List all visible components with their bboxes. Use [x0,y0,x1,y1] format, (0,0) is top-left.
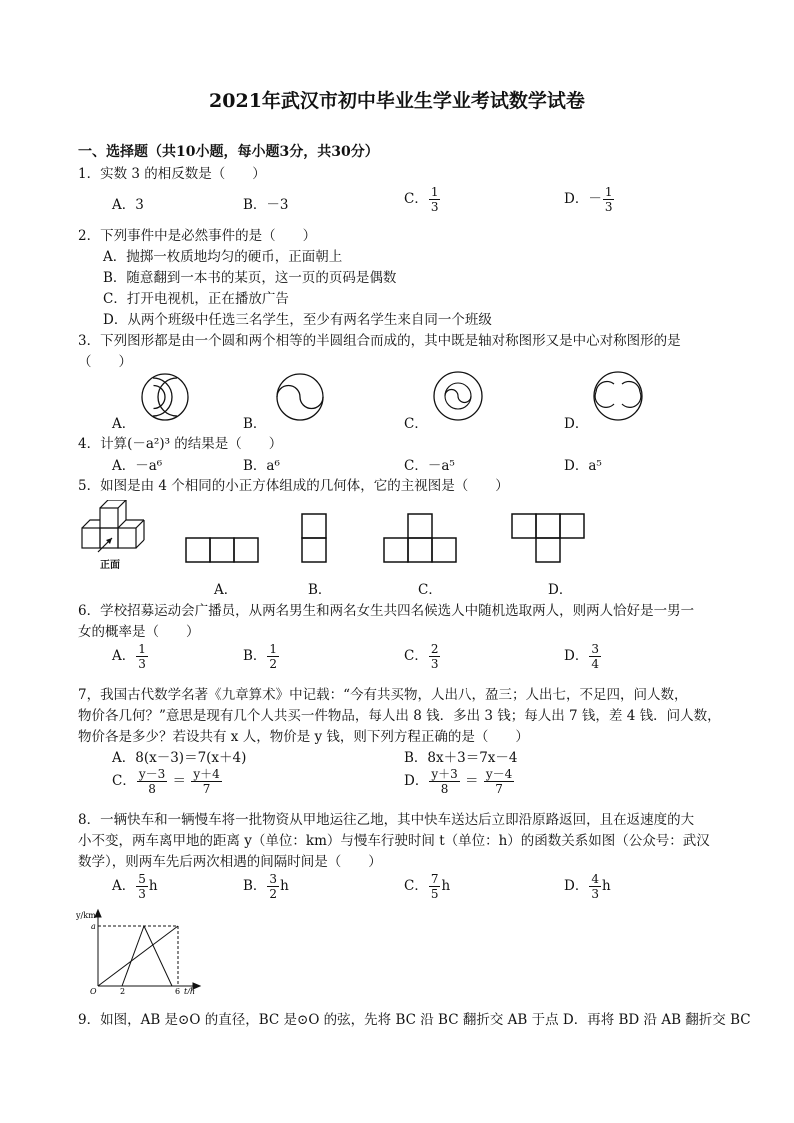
q3-figure-a [135,372,195,422]
q4-option-a: A．－a⁶ [112,458,163,474]
q1-option-c: C． $\frac{1}{3}$ [404,185,439,214]
q5-option-a-figure [184,536,264,566]
page-title: 2021年武汉市初中毕业生学业考试数学试卷 [209,90,585,112]
q5-option-c-figure [382,512,462,564]
q3-label-a: A． [112,416,136,432]
q4-option-d: D．a⁵ [564,458,602,474]
q5-solid-figure [78,500,163,570]
q3-figure-c [428,370,488,422]
q4-option-c: C．－a⁵ [404,458,455,474]
q8-graph [74,908,204,994]
q5-option-d-figure [510,512,590,564]
q2-option-d: D．从两个班级中任选三名学生，至少有两名学生来自同一个班级 [103,312,492,328]
q3-label-d: D． [564,416,589,432]
q2-option-b: B．随意翻到一本书的某页，这一页的页码是偶数 [103,270,397,286]
q6-option-d: D． $\frac{3}{4}$ [564,642,599,671]
q8-line-3: 数学），则两车先后两次相遇的间隔时间是（ ） [78,854,382,870]
q7-line-3: 物价各是多少？若设共有 x 人，物价是 y 钱，则下列方程正确的是（ ） [78,729,529,745]
q5-label-d: D． [548,582,573,598]
q6-stem-cont: 女的概率是（ ） [78,624,200,640]
q8-graph-x2: 2 [120,987,126,994]
q5-stem: 5．如图是由 4 个相同的小正方体组成的几何体，它的主视图是（ ） [78,478,509,494]
q8-line-1: 8．一辆快车和一辆慢车将一批物资从甲地运往乙地，其中快车送达后立即沿原路返回，且在返速度的大 [78,812,695,828]
q8-option-c: C． $\frac{7}{5}$ h [404,872,451,901]
q7-option-d: D． $\frac{y+3}{8}$ ＝ $\frac{y-4}{7}$ [404,767,513,796]
q8-graph-xlabel: t/h [184,987,196,994]
q3-label-b: B． [243,416,267,432]
q7-option-b: B．8x＋3＝7x－4 [404,750,518,766]
q7-line-2: 物价各几何？”意思是现有几个人共买一件物品，每人出 8 钱．多出 3 钱；每人出 7 钱，差 4 钱．问人数， [78,708,721,724]
q2-option-c: C．打开电视机，正在播放广告 [103,291,289,307]
q5-front-label: 正面 [100,560,120,571]
q6-option-a: A． $\frac{1}{3}$ [112,642,146,671]
q5-label-c: C． [418,582,442,598]
q4-stem: 4．计算(－a²)³ 的结果是（ ） [78,436,283,452]
q8-option-b: B． $\frac{3}{2}$ h [243,872,289,901]
q3-figure-b [270,372,330,422]
q3-stem: 3．下列图形都是由一个圆和两个相等的半圆组合而成的，其中既是轴对称图形又是中心对称图形的是 [78,333,681,349]
section-heading: 一、选择题（共10小题，每小题3分，共30分） [78,144,379,160]
q8-graph-a-label: a [91,922,96,931]
q1-option-d: D．－ $\frac{1}{3}$ [564,185,613,214]
q6-stem: 6．学校招募运动会广播员，从两名男生和两名女生共四名候选人中随机选取两人，则两人恰好是一男一 [78,603,695,619]
q7-line-1: 7，我国古代数学名著《九章算术》中记载：“今有共买物，人出八，盈三；人出七，不足四，问人数， [78,687,688,703]
q1-option-a: A．3 [112,197,144,213]
q6-option-c: C． $\frac{2}{3}$ [404,642,439,671]
q8-graph-x6: 6 [175,987,181,994]
q5-label-a: A． [214,582,238,598]
q8-option-a: A． $\frac{5}{3}$ h [112,872,158,901]
q6-option-b: B． $\frac{1}{2}$ [243,642,278,671]
q8-graph-ylabel: y/km [76,911,96,920]
q4-option-b: B．a⁶ [243,458,280,474]
q8-option-d: D． $\frac{4}{3}$ h [564,872,611,901]
q5-label-b: B． [308,582,332,598]
q7-option-c: C． $\frac{y-3}{8}$ ＝ $\frac{y+4}{7}$ [112,767,220,796]
q8-line-2: 小不变，两车离甲地的距离 y（单位：km）与慢车行驶时间 t（单位：h）的函数关系如图（公众号：武汉 [78,833,710,849]
q7-option-a: A．8(x－3)＝7(x＋4) [112,750,247,766]
q8-graph-origin: O [90,987,97,994]
q9-line-1: 9．如图，AB 是⊙O 的直径，BC 是⊙O 的弦，先将 BC 沿 BC 翻折交 AB 于点 D．再将 BD 沿 AB 翻折交 BC [78,1012,751,1028]
q3-figure-d [588,370,648,422]
q3-stem-paren: （ ） [78,354,132,370]
q1-option-b: B．－3 [243,197,289,213]
q2-option-a: A．抛掷一枚质地均匀的硬币，正面朝上 [103,249,343,265]
q5-option-b-figure [300,512,330,564]
q1-stem: 1．实数 3 的相反数是（ ） [78,166,266,182]
q2-stem: 2．下列事件中是必然事件的是（ ） [78,228,317,244]
q3-label-c: C． [404,416,428,432]
